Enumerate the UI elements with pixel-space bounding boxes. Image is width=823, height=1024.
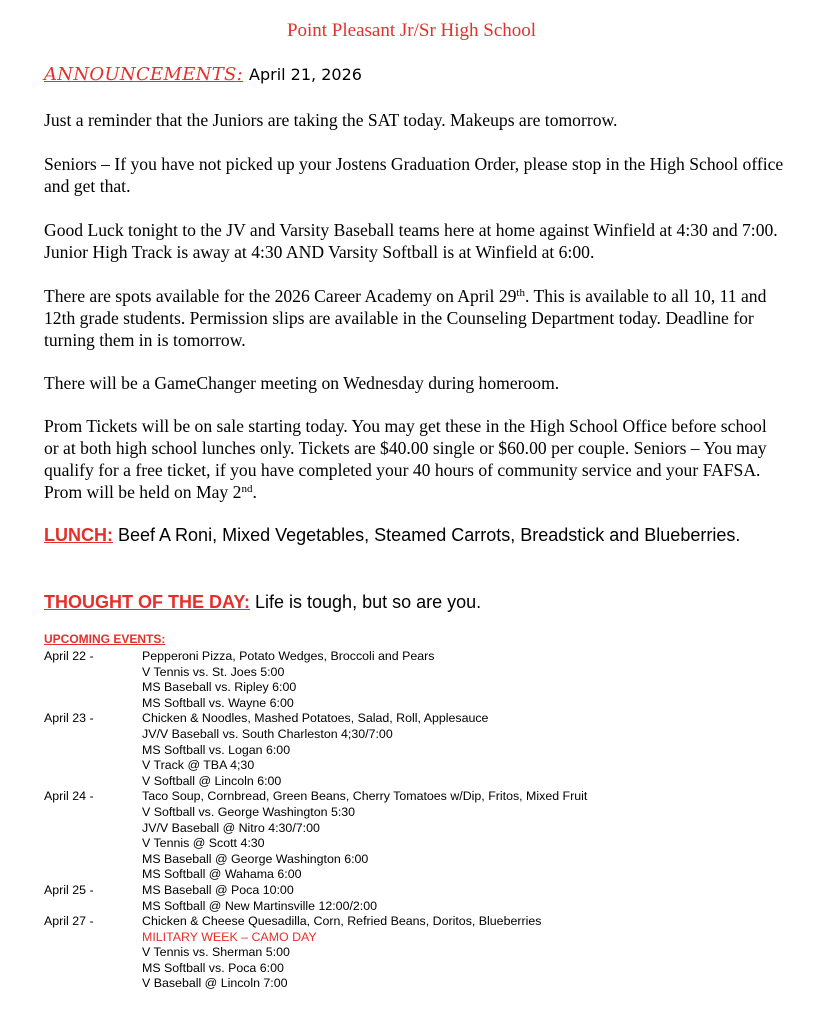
event-line: V Tennis vs. Sherman 5:00 [142, 945, 290, 960]
event-day [44, 649, 784, 711]
event-day [44, 711, 784, 789]
event-items [142, 883, 784, 914]
paragraph-gamechanger: There will be a GameChanger meeting on Wednesday during homeroom. [44, 373, 560, 393]
paragraph-prom [44, 415, 784, 503]
event-line: JV/V Baseball @ Nitro 4:30/7:00 [142, 820, 320, 835]
event-day [44, 789, 784, 883]
paragraph-baseball: Good Luck tonight to the JV and Varsity Baseball teams here at home against Winfield at 4:30 and 7:00. Junior High Track is away at 4:30 AND Varsity Softball is at Winfield at 6:00. [44, 220, 778, 262]
prom-text-b: . [252, 482, 257, 502]
career-text-a: There are spots available for the 2026 Career Academy on April 29 [44, 286, 517, 306]
event-date: April 23 - [44, 711, 94, 726]
event-day [44, 914, 784, 992]
thought-text: Life is tough, but so are you. [250, 592, 482, 612]
school-name: Point Pleasant Jr/Sr High School [286, 20, 537, 41]
event-items [142, 789, 784, 883]
event-date: April 27 - [44, 914, 94, 929]
event-line: V Tennis @ Scott 4:30 [142, 836, 265, 851]
event-items [142, 711, 784, 789]
announcement-date: April 21, 2026 [249, 65, 362, 84]
events-list [44, 649, 784, 992]
event-line: MS Baseball @ Poca 10:00 [142, 882, 294, 897]
lunch-label: LUNCH: [44, 525, 113, 545]
event-line: MS Softball vs. Logan 6:00 [142, 742, 291, 757]
event-date: April 24 - [44, 789, 94, 804]
event-line: Chicken & Noodles, Mashed Potatoes, Salad, Roll, Applesauce [142, 711, 489, 726]
announcements-label: ANNOUNCEMENTS: [44, 64, 244, 85]
prom-text-a: Prom Tickets will be on sale starting today. You may get these in the High School Office before school or at both high school lunches only. Tickets are $40.00 single or $60.00 per couple. Seniors – You may qualify for a free ticket, if you have completed your 40 hours of community service and your FAFSA. Prom will be held on May 2 [44, 416, 767, 502]
event-line: V Softball vs. George Washington 5:30 [142, 804, 356, 819]
event-line: V Baseball @ Lincoln 7:00 [142, 976, 288, 991]
event-line: MS Baseball vs. Ripley 6:00 [142, 680, 297, 695]
event-line: MS Softball vs. Wayne 6:00 [142, 695, 294, 710]
event-line: V Track @ TBA 4;30 [142, 758, 255, 773]
event-items [142, 649, 784, 711]
event-line: JV/V Baseball vs. South Charleston 4;30/7:00 [142, 726, 393, 741]
paragraph-career-academy [44, 285, 784, 351]
announcements-heading [44, 64, 362, 85]
event-line: MS Baseball @ George Washington 6:00 [142, 851, 369, 866]
event-items [142, 914, 784, 992]
prom-sup: nd [241, 483, 253, 495]
upcoming-events-label: UPCOMING EVENTS: [44, 632, 166, 646]
thought-label: THOUGHT OF THE DAY: [44, 592, 250, 612]
lunch-text: Beef A Roni, Mixed Vegetables, Steamed Carrots, Breadstick and Blueberries. [113, 525, 741, 545]
lunch-section [44, 523, 764, 547]
event-line: MS Softball vs. Poca 6:00 [142, 960, 284, 975]
event-date: April 25 - [44, 882, 94, 897]
event-line: V Tennis vs. St. Joes 5:00 [142, 664, 285, 679]
career-sup: th [516, 287, 525, 299]
paragraph-sat: Just a reminder that the Juniors are taking the SAT today. Makeups are tomorrow. [44, 110, 618, 130]
event-date: April 22 - [44, 649, 94, 663]
military-week-note: MILITARY WEEK – CAMO DAY [142, 929, 317, 944]
event-line: Chicken & Cheese Quesadilla, Corn, Refried Beans, Doritos, Blueberries [142, 914, 542, 929]
event-day [44, 883, 784, 914]
career-text-b: . This is available to all 10, 11 and 12th grade students. Permission slips are available in the Counseling Department today. Deadline for turning them in is tomorrow. [44, 286, 767, 350]
thought-section [44, 590, 764, 614]
event-line: MS Softball @ Wahama 6:00 [142, 867, 302, 882]
paragraph-jostens: Seniors – If you have not picked up your Jostens Graduation Order, please stop in the High School office and get that. [44, 154, 784, 196]
event-line: MS Softball @ New Martinsville 12:00/2:00 [142, 898, 378, 913]
event-line: Pepperoni Pizza, Potato Wedges, Broccoli and Pears [142, 649, 435, 663]
event-line: Taco Soup, Cornbread, Green Beans, Cherry Tomatoes w/Dip, Fritos, Mixed Fruit [142, 789, 588, 804]
event-line: V Softball @ Lincoln 6:00 [142, 773, 282, 788]
